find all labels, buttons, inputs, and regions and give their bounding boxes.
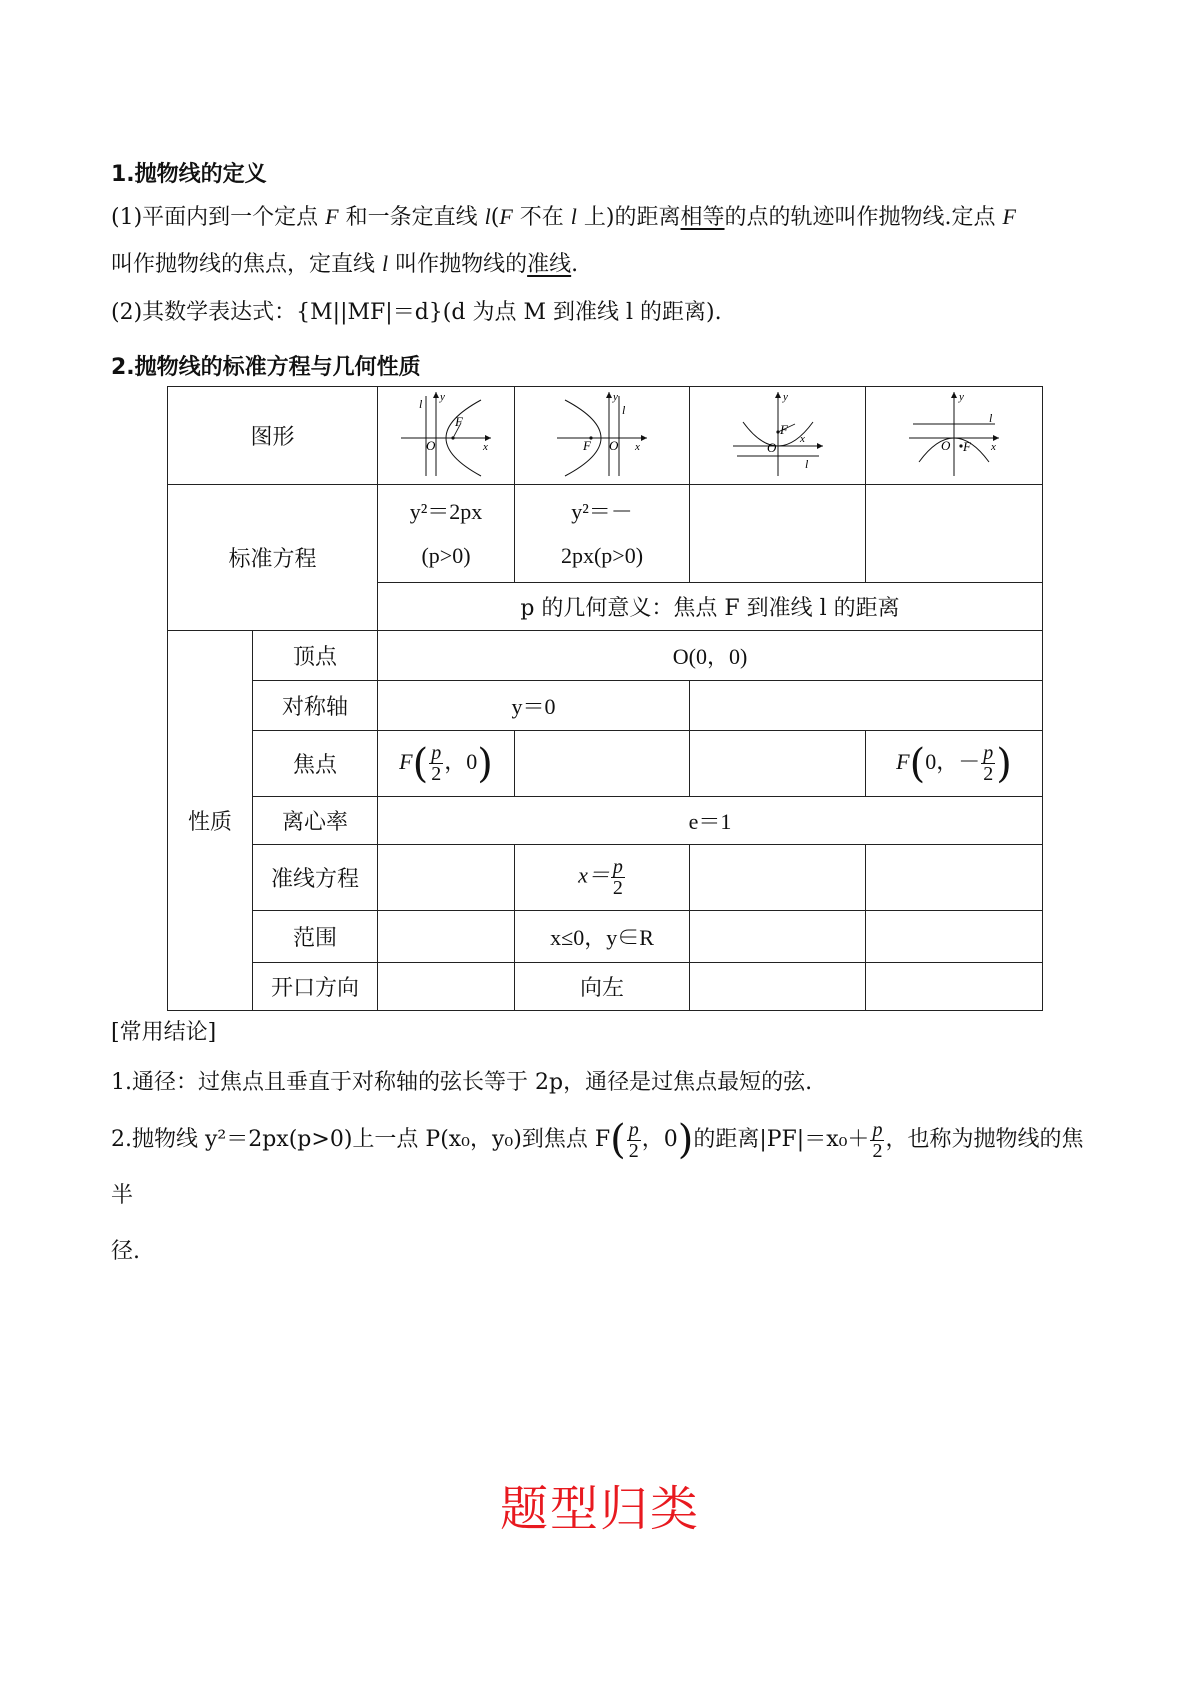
cell-focus-left bbox=[515, 731, 690, 797]
conclusion-2: 2.抛物线 y²＝2px(p>0)上一点 P(x₀，y₀)到焦点 F( $\frac{p}{2}$ ，0)的距离|PF|＝x₀＋ $\frac{p}{2}$ ，也称为抛物线的焦半 径. bbox=[111, 1117, 1084, 1264]
cell-opening-left: 向左 bbox=[515, 963, 690, 1011]
cell-opening-up bbox=[690, 963, 866, 1011]
label-O: O bbox=[941, 437, 951, 453]
label-y: y bbox=[782, 390, 788, 403]
cell-vertex-value: O(0，0) bbox=[378, 631, 1043, 681]
label-y: y bbox=[959, 390, 964, 403]
cell-figure-right-opening bbox=[378, 387, 515, 485]
parabola-right-figure bbox=[391, 388, 501, 478]
cell-figure-left-opening bbox=[515, 387, 690, 485]
conclusions-title: [常用结论] bbox=[111, 1020, 217, 1045]
label-l: l bbox=[622, 402, 626, 417]
cell-focus-label: 焦点 bbox=[253, 731, 378, 797]
cell-equation-right: y²＝2px (p>0) bbox=[378, 485, 515, 583]
cell-axis-value: y＝0 bbox=[378, 681, 690, 731]
cell-figure-down-opening bbox=[866, 387, 1043, 485]
label-y: y bbox=[613, 390, 618, 403]
label-l: l bbox=[419, 396, 423, 411]
underlined-equal: 相等 bbox=[680, 205, 725, 230]
heading-parabola-definition: 1.抛物线的定义 bbox=[111, 162, 267, 187]
cell-opening-down bbox=[866, 963, 1043, 1011]
cell-properties-label: 性质 bbox=[168, 631, 253, 1011]
cell-directrix-down bbox=[866, 845, 1043, 911]
parabola-down-figure bbox=[899, 388, 1009, 478]
cell-axis-label: 对称轴 bbox=[253, 681, 378, 731]
cell-focus-right: F( $\frac{p}{2}$ ，0) bbox=[378, 731, 515, 797]
cell-focus-up bbox=[690, 731, 866, 797]
label-F: F bbox=[963, 438, 971, 454]
math-expression-paragraph: (2)其数学表达式：{M||MF|＝d}(d 为点 M 到准线 l 的距离). bbox=[111, 300, 722, 325]
cell-directrix-label: 准线方程 bbox=[253, 845, 378, 911]
label-O: O bbox=[609, 437, 619, 453]
cell-range-right bbox=[378, 911, 515, 963]
cell-opening-label: 开口方向 bbox=[253, 963, 378, 1011]
cell-figure-up-opening bbox=[690, 387, 866, 485]
cell-directrix-left: x＝ $\frac{p}{2}$ bbox=[515, 845, 690, 911]
underlined-directrix: 准线 bbox=[527, 252, 572, 277]
cell-vertex-label: 顶点 bbox=[253, 631, 378, 681]
parabola-properties-table bbox=[167, 386, 1043, 1011]
label-l: l bbox=[804, 456, 808, 471]
cell-equation-down bbox=[866, 485, 1043, 583]
cell-equation-label: 标准方程 bbox=[168, 485, 378, 631]
cell-equation-up bbox=[690, 485, 866, 583]
cell-range-label: 范围 bbox=[253, 911, 378, 963]
cell-p-meaning: p 的几何意义：焦点 F 到准线 l 的距离 bbox=[378, 583, 1043, 631]
cell-focus-down: F(0，－ $\frac{p}{2}$ ) bbox=[866, 731, 1043, 797]
cell-opening-right bbox=[378, 963, 515, 1011]
label-F: F bbox=[583, 437, 591, 453]
section-title-question-types: 题型归类 bbox=[499, 1481, 700, 1537]
parabola-up-figure bbox=[723, 388, 833, 478]
cell-range-left: x≤0，y∈R bbox=[515, 911, 690, 963]
cell-eccentricity-label: 离心率 bbox=[253, 797, 378, 845]
label-F: F bbox=[455, 413, 463, 429]
cell-equation-left: y²＝－ 2px(p>0) bbox=[515, 485, 690, 583]
cell-eccentricity-value: e＝1 bbox=[378, 797, 1043, 845]
label-l: l bbox=[989, 410, 993, 425]
label-y: y bbox=[440, 390, 445, 403]
parabola-left-figure bbox=[547, 388, 657, 478]
label-x: x bbox=[799, 432, 805, 445]
label-O: O bbox=[766, 439, 776, 455]
cell-axis-empty bbox=[690, 681, 1043, 731]
label-x: x bbox=[483, 440, 488, 453]
label-O: O bbox=[426, 437, 436, 453]
label-x: x bbox=[635, 440, 640, 453]
label-x: x bbox=[991, 440, 996, 453]
heading-standard-equation: 2.抛物线的标准方程与几何性质 bbox=[111, 355, 421, 380]
conclusion-1: 1.通径：过焦点且垂直于对称轴的弦长等于 2p，通径是过焦点最短的弦. bbox=[111, 1070, 813, 1095]
cell-directrix-right bbox=[378, 845, 515, 911]
cell-range-up bbox=[690, 911, 866, 963]
label-F: F bbox=[779, 421, 788, 437]
cell-directrix-up bbox=[690, 845, 866, 911]
cell-range-down bbox=[866, 911, 1043, 963]
cell-figure-label: 图形 bbox=[168, 387, 378, 485]
definition-paragraph: (1)平面内到一个定点 F 和一条定直线 l(F 不在 l 上)的距离相等的点的轨迹叫作抛物线.定点 F 叫作抛物线的焦点，定直线 l 叫作抛物线的准线. bbox=[111, 204, 1016, 277]
